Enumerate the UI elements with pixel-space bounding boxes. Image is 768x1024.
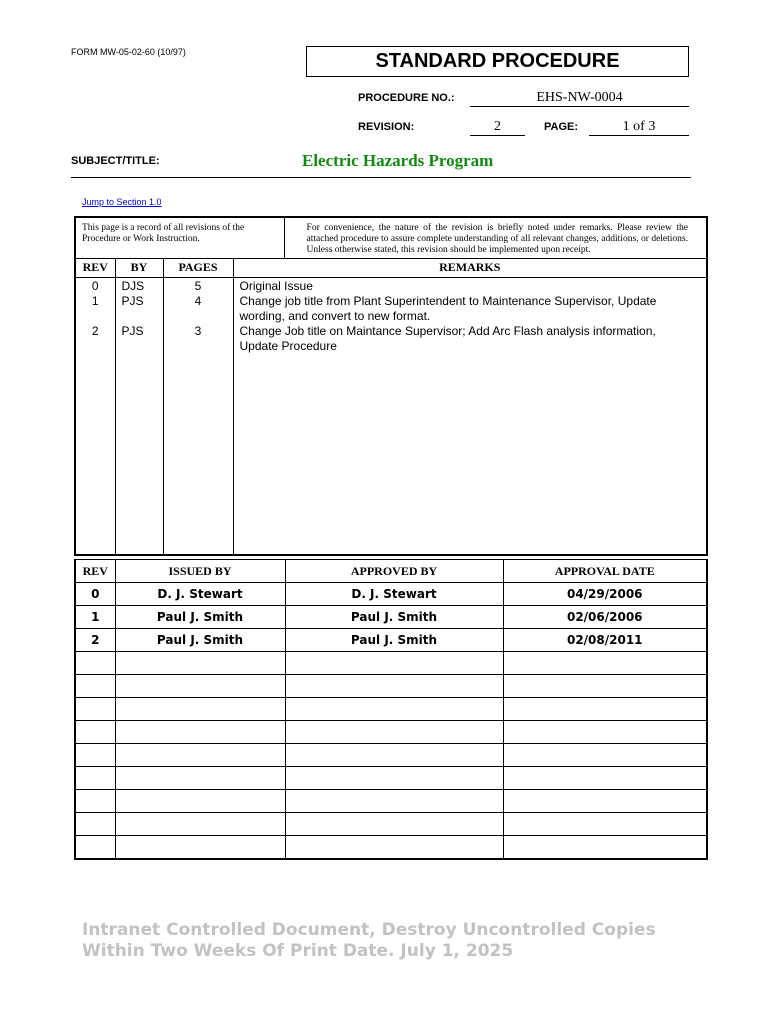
revision-value: 2 (470, 119, 525, 136)
approval-approval-date-cell (503, 790, 707, 813)
revision-record-note: This page is a record of all revisions of the Procedure or Work Instruction. (75, 217, 284, 258)
subject-label: SUBJECT/TITLE: (71, 155, 160, 167)
remarks-line: Original Issue (239, 278, 313, 293)
remarks-line: Update Procedure (239, 338, 337, 353)
remarks-column (233, 277, 707, 555)
approval-row (75, 790, 707, 813)
pages-column (163, 277, 233, 555)
revision-instructions-note: For convenience, the nature of the revision is briefly noted under remarks. Please review the attached procedure to assure complete understanding of all relevant changes, additions, or deletions. Unless otherwise stated, this revision should be implemented upon receipt. (284, 217, 707, 258)
approval-row (75, 698, 707, 721)
rev-cell: 1 (91, 293, 99, 308)
approval-rev-header: REV (75, 560, 115, 583)
approval-rev-cell (75, 790, 115, 813)
approval-issued-by-cell (115, 744, 285, 767)
approval-rev-cell (75, 675, 115, 698)
pages-cell: 3 (194, 323, 202, 338)
approval-row (75, 721, 707, 744)
approval-approved-by-cell (285, 698, 503, 721)
approval-approved-by-cell: D. J. Stewart (285, 583, 503, 606)
revision-record-table (74, 216, 708, 556)
approval-row (75, 583, 707, 606)
approval-approval-date-cell (503, 767, 707, 790)
revision-label: REVISION: (358, 121, 415, 133)
approval-rev-cell (75, 698, 115, 721)
approval-approval-date-cell (503, 652, 707, 675)
pages-cell: 5 (194, 278, 202, 293)
approval-row (75, 675, 707, 698)
approval-rev-cell (75, 767, 115, 790)
approval-issued-by-cell (115, 767, 285, 790)
approval-issued-by-cell (115, 790, 285, 813)
approval-approval-date-cell (503, 721, 707, 744)
approval-row (75, 606, 707, 629)
remarks-line: Change Job title on Maintance Supervisor; Add Arc Flash analysis information, (239, 323, 656, 338)
procedure-no-value: EHS-NW-0004 (470, 90, 689, 107)
approval-approved-by-cell (285, 767, 503, 790)
by-cell: DJS (121, 278, 145, 293)
approval-approved-by-cell (285, 652, 503, 675)
issued-by-header: ISSUED BY (115, 560, 285, 583)
document-title: STANDARD PROCEDURE (306, 46, 689, 77)
jump-to-section-link[interactable]: Jump to Section 1.0 (82, 197, 162, 207)
approval-issued-by-cell (115, 721, 285, 744)
approved-by-header: APPROVED BY (285, 560, 503, 583)
approval-rev-cell (75, 744, 115, 767)
pages-header: PAGES (163, 258, 233, 277)
approval-approval-date-cell: 04/29/2006 (503, 583, 707, 606)
approval-approval-date-cell (503, 836, 707, 860)
rev-cell: 0 (91, 278, 99, 293)
rev-header: REV (75, 258, 115, 277)
approval-issued-by-cell (115, 698, 285, 721)
footer-line-1: Intranet Controlled Document, Destroy Uncontrolled Copies (82, 920, 656, 940)
footer-line-2: Within Two Weeks Of Print Date. July 1, 2025 (82, 941, 514, 961)
by-header: BY (115, 258, 163, 277)
approval-approval-date-cell (503, 675, 707, 698)
approval-rev-cell (75, 836, 115, 860)
rev-cell: 2 (91, 323, 99, 338)
pages-cell: 4 (194, 293, 202, 308)
approval-row (75, 767, 707, 790)
by-column (115, 277, 163, 555)
approval-issued-by-cell (115, 675, 285, 698)
approval-rev-cell (75, 813, 115, 836)
approval-approved-by-cell: Paul J. Smith (285, 629, 503, 652)
approval-issued-by-cell: Paul J. Smith (115, 629, 285, 652)
approval-date-header: APPROVAL DATE (503, 560, 707, 583)
controlled-document-notice (82, 920, 656, 962)
subject-title: Electric Hazards Program (302, 151, 494, 170)
approval-row (75, 629, 707, 652)
remarks-header: REMARKS (233, 258, 707, 277)
approval-row (75, 652, 707, 675)
header-rule (71, 177, 691, 178)
approval-approved-by-cell (285, 836, 503, 860)
approval-approved-by-cell (285, 721, 503, 744)
approval-approval-date-cell: 02/06/2006 (503, 606, 707, 629)
rev-column (75, 277, 115, 555)
approval-rev-cell: 2 (75, 629, 115, 652)
approval-issued-by-cell (115, 836, 285, 860)
approval-rev-cell (75, 721, 115, 744)
page-value: 1 of 3 (589, 119, 689, 136)
approval-approval-date-cell: 02/08/2011 (503, 629, 707, 652)
approval-approved-by-cell (285, 675, 503, 698)
approval-row (75, 744, 707, 767)
approval-rev-cell (75, 652, 115, 675)
by-cell: PJS (121, 293, 144, 308)
by-cell: PJS (121, 323, 144, 338)
approval-approved-by-cell (285, 744, 503, 767)
approval-approval-date-cell (503, 744, 707, 767)
approval-rev-cell: 0 (75, 583, 115, 606)
approval-issued-by-cell: D. J. Stewart (115, 583, 285, 606)
approval-rev-cell: 1 (75, 606, 115, 629)
remarks-line: wording, and convert to new format. (239, 308, 431, 323)
approval-row (75, 813, 707, 836)
procedure-no-label: PROCEDURE NO.: (358, 92, 455, 104)
page-label: PAGE: (544, 121, 579, 133)
approval-approval-date-cell (503, 698, 707, 721)
form-id: FORM MW-05-02-60 (10/97) (71, 47, 186, 57)
approval-issued-by-cell: Paul J. Smith (115, 606, 285, 629)
approval-row (75, 836, 707, 860)
approval-approved-by-cell (285, 790, 503, 813)
approval-approved-by-cell (285, 813, 503, 836)
approval-approval-date-cell (503, 813, 707, 836)
approval-issued-by-cell (115, 813, 285, 836)
approval-table (74, 559, 708, 860)
approval-approved-by-cell: Paul J. Smith (285, 606, 503, 629)
remarks-line: Change job title from Plant Superintendent to Maintenance Supervisor, Update (239, 293, 657, 308)
approval-issued-by-cell (115, 652, 285, 675)
